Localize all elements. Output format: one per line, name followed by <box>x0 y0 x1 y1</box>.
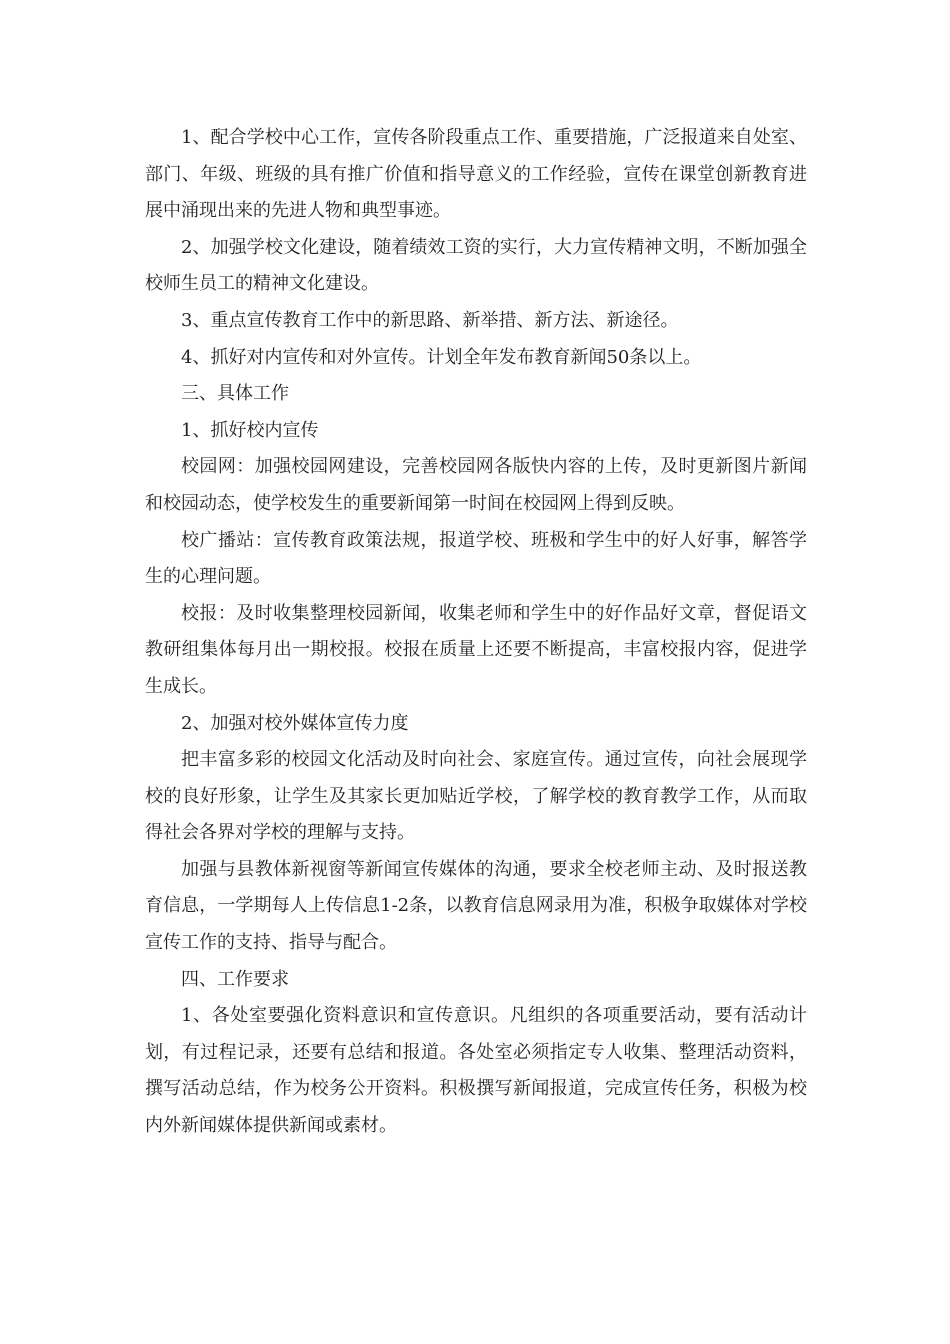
paragraph-records-awareness: 1、各处室要强化资料意识和宣传意识。凡组织的各项重要活动，要有活动计划，有过程记录，还要有总结和报道。各处室必须指定专人收集、整理活动资料，撰写活动总结，作为校务公开资料。积极撰写新闻报道，完成宣传任务，积极为校内外新闻媒体提供新闻或素材。 <box>145 1005 807 1137</box>
paragraph-broadcast-station: 校广播站：宣传教育政策法规，报道学校、班极和学生中的好人好事，解答学生的心理问题。 <box>145 529 807 588</box>
section-heading-specific-work: 三、具体工作 <box>181 383 289 405</box>
paragraph-internal-external-publicity: 4、抓好对内宣传和对外宣传。计划全年发布教育新闻50条以上。 <box>181 346 702 368</box>
paragraph-school-newspaper: 校报：及时收集整理校园新闻，收集老师和学生中的好作品好文章，督促语文教研组集体每月出一期校报。校报在质量上还要不断提高，丰富校报内容，促进学生成长。 <box>145 602 807 697</box>
paragraph-media-communication: 加强与县教体新视窗等新闻宣传媒体的沟通，要求全校老师主动、及时报送教育信息，一学期每人上传信息1-2条，以教育信息网录用为准，积极争取媒体对学校宣传工作的支持、指导与配合。 <box>145 858 807 954</box>
subheading-external-media: 2、加强对校外媒体宣传力度 <box>181 712 409 734</box>
paragraph-new-ideas: 3、重点宣传教育工作中的新思路、新举措、新方法、新途径。 <box>181 309 679 331</box>
paragraph-campus-website: 校园网：加强校园网建设，完善校园网各版快内容的上传，及时更新图片新闻和校园动态，使学校发生的重要新闻第一时间在校园网上得到反映。 <box>145 456 807 514</box>
paragraph-community-publicity: 把丰富多彩的校园文化活动及时向社会、家庭宣传。通过宣传，向社会展现学校的良好形象，让学生及其家长更加贴近学校，了解学校的教育教学工作，从而取得社会各界对学校的理解与支持。 <box>145 749 807 844</box>
subheading-internal-publicity: 1、抓好校内宣传 <box>181 419 319 441</box>
section-heading-work-requirements: 四、工作要求 <box>181 968 289 990</box>
document-page <box>145 120 807 1145</box>
paragraph-publicity-center-work: 1、配合学校中心工作，宣传各阶段重点工作、重要措施，广泛报道来自处室、部门、年级、班级的具有推广价值和指导意义的工作经验，宣传在课堂创新教育进展中涌现出来的先进人物和典型事迹。 <box>145 127 807 222</box>
paragraph-culture-building: 2、加强学校文化建设，随着绩效工资的实行，大力宣传精神文明，不断加强全校师生员工的精神文化建设。 <box>145 236 807 295</box>
